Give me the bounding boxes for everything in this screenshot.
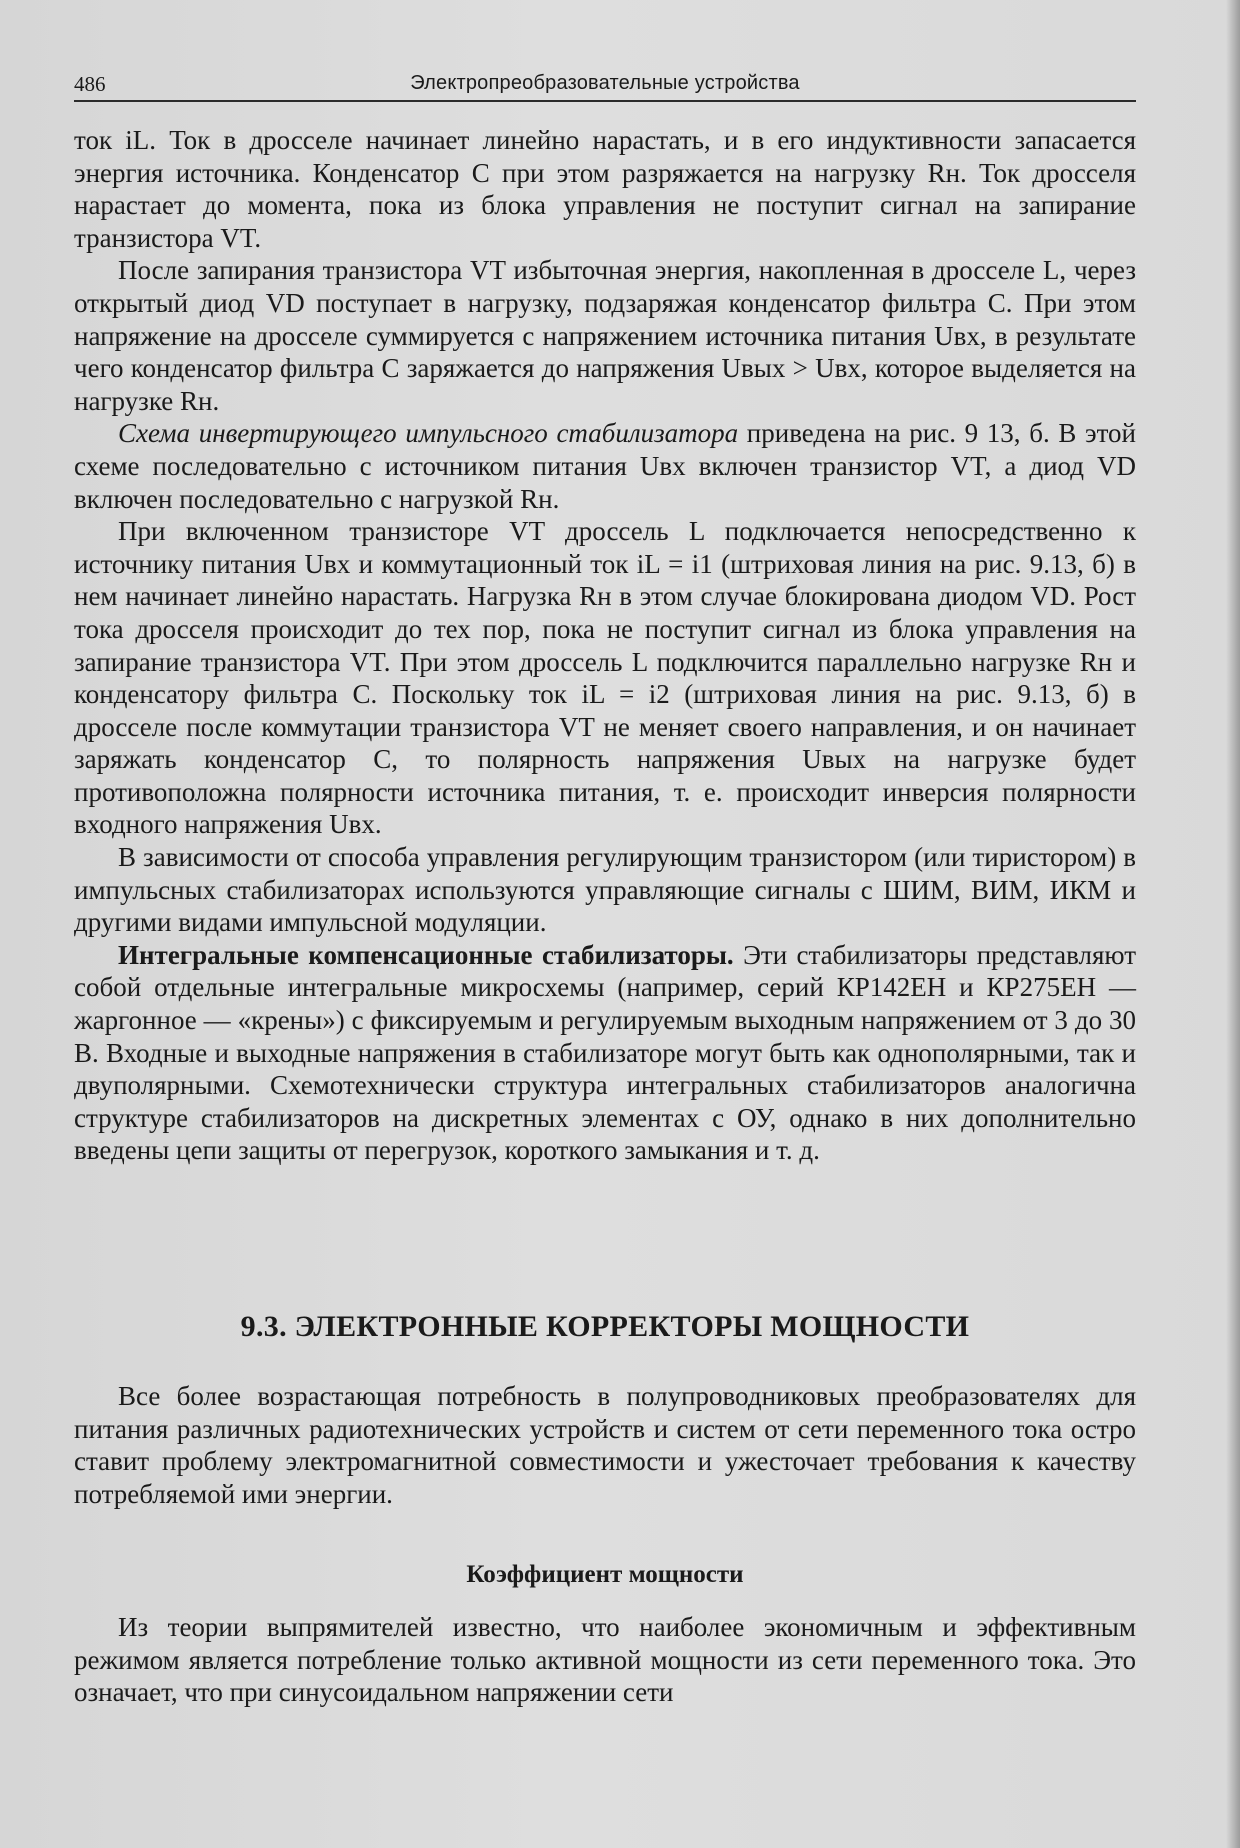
paragraph-5-text: В зависимости от способа управления регулирующим транзистором (или тиристором) в импульсных стабилизаторах используются управляющие сигналы с ШИМ, ВИМ, ИКМ и другими видами импульсной модуляции.	[74, 842, 1136, 938]
page-header	[74, 72, 1136, 102]
paragraph-6-text: Эти стабилизаторы представляют собой отдельные интегральные микросхемы (например, серий КР142ЕН и КР275ЕН — жаргонное — «крены») с фиксируемым и регулируемым выходным напряжением от 3 до 30 В. Входные и выходные напряжения в стабилизаторе могут быть как однополярными, так и двуполярными. Схемотехнически структура интегральных стабилизаторов аналогична структуре стабилизаторов на дискретных элементах с ОУ, однако в них дополнительно введены цепи защиты от перегрузок, короткого замыкания и т. д.	[74, 939, 1137, 1166]
paragraph-4-text: При включенном транзисторе VT дроссель L подключается непосредственно к источнику питания Uвх и коммутационный ток iL = i1 (штриховая линия на рис. 9.13, б) в нем начинает линейно нарастать. Нагрузка Rн в этом случае блокирована диодом VD. Рост тока дросселя происходит до тех пор, пока не поступит сигнал из блока управления на запирание транзистора VT. При этом дроссель L подключится параллельно нагрузке Rн и конденсатору фильтра C. Поскольку ток iL = i2 (штриховая линия на рис. 9.13, б) в дросселе после коммутации транзистора VT не меняет своего направления, и он начинает заряжать конденсатор C, то полярность напряжения Uвых на нагрузке будет противоположна полярности источника питания, т. е. происходит инверсия полярности входного напряжения Uвх.	[74, 516, 1136, 840]
section-body	[74, 1380, 1136, 1510]
running-title: Электропреобразовательные устройства	[410, 72, 800, 94]
paragraph-6-lead: Интегральные компенсационные стабилизаторы.	[118, 939, 734, 970]
page-edge-shadow	[1226, 0, 1240, 1848]
paragraph-4	[74, 515, 1136, 841]
main-text	[74, 124, 1136, 1167]
paragraph-3	[74, 417, 1136, 515]
paragraph-1	[74, 124, 1136, 254]
paragraph-3-lead: Схема инвертирующего импульсного стабилизатора	[118, 418, 739, 449]
subsection-paragraph: Из теории выпрямителей известно, что наиболее экономичным и эффективным режимом является потребление только активной мощности из сети переменного тока. Это означает, что при синусоидальном напряжении сети	[74, 1612, 1136, 1708]
paragraph-6	[74, 939, 1136, 1167]
section-paragraph: Все более возрастающая потребность в полупроводниковых преобразователях для питания различных радиотехнических устройств и систем от сети переменного тока остро ставит проблему электромагнитной совместимости и ужесточает требования к качеству потребляемой ими энергии.	[74, 1381, 1136, 1509]
section-heading: 9.3. ЭЛЕКТРОННЫЕ КОРРЕКТОРЫ МОЩНОСТИ	[240, 1310, 970, 1343]
paragraph-3-text: приведена на рис. 9 13, б. В этой схеме последовательно с источником питания Uвх включен транзистор VT, а диод VD включен последовательно с нагрузкой Rн.	[74, 418, 1136, 514]
subsection-heading: Коэффициент мощности	[466, 1561, 744, 1588]
paragraph-2-text: После запирания транзистора VT избыточная энергия, накопленная в дросселе L, через открытый диод VD поступает в нагрузку, подзаряжая конденсатор фильтра C. При этом напряжение на дросселе суммируется с напряжением источника питания Uвх, в результате чего конденсатор фильтра C заряжается до напряжения Uвых > Uвх, которое выделяется на нагрузке Rн.	[74, 255, 1136, 416]
page-number: 486	[74, 72, 106, 96]
paragraph-1-text: ток iL. Ток в дросселе начинает линейно нарастать, и в его индуктивности запасается энергия источника. Конденсатор C при этом разряжается на нагрузку Rн. Ток дросселя нарастает до момента, пока из блока управления не поступит сигнал на запирание транзистора VT.	[74, 125, 1136, 253]
subsection-body	[74, 1611, 1136, 1709]
paragraph-2	[74, 254, 1136, 417]
paragraph-5	[74, 841, 1136, 939]
